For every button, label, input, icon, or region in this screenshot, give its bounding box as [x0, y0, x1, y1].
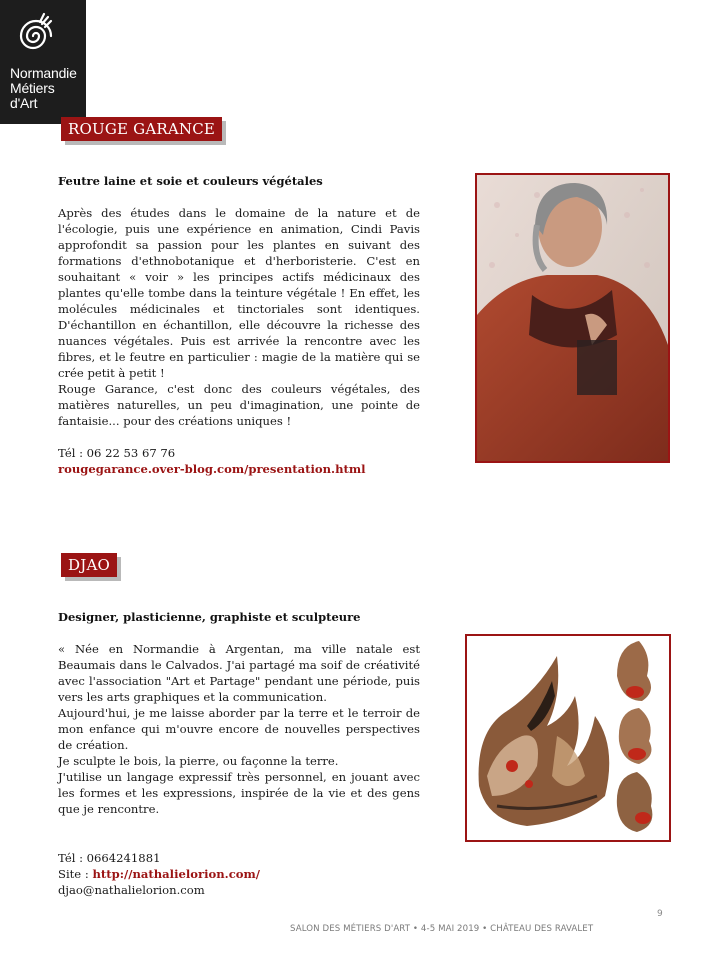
organization-logo: [0, 0, 86, 124]
section2-site-line: [58, 866, 260, 882]
spiral-logo-icon: [14, 8, 58, 62]
section-label-rouge-garance: ROUGE GARANCE: [61, 117, 222, 141]
page-number: 9: [657, 909, 663, 919]
section1-paragraph-1: Après des études dans le domaine de la nature et de l'écologie, puis une expérience en animation, Cindi Pavis approfondit sa passion pour les plantes en suivant des formations d'ethnobotanique et d'herboristerie. C'est en souhaitant « voir » les principes actifs médicinaux des plantes qu'elle tombe dans la teinture végétale ! En effet, les molécules médicinales et tinctoriales sont identiques. D'échantillon en échantillon, elle découvre la richesse des nuances végétales. Puis est arrivée la rencontre avec les fibres, et le feutre en particulier : magie de la matière qui se crée petit à petit !: [58, 206, 420, 380]
section2-paragraph-2: Aujourd'hui, je me laisse aborder par la terre et le terroir de mon enfance qui m'ouvre encore de nouvelles perspectives de création.: [58, 706, 420, 752]
section1-body: [58, 205, 420, 429]
section2-site-link[interactable]: http://nathalielorion.com/: [92, 867, 261, 881]
footer-text: SALON DES MÉTIERS D'ART • 4-5 MAI 2019 • CHÂTEAU DES RAVALET: [290, 924, 594, 934]
section2-contact: [58, 850, 260, 898]
section1-website-link[interactable]: rougegarance.over-blog.com/presentation.html: [58, 462, 366, 476]
section1-phone: Tél : 06 22 53 67 76: [58, 446, 176, 460]
section2-paragraph-1: « Née en Normandie à Argentan, ma ville natale est Beaumais dans le Calvados. J'ai partagé ma soif de créativité avec l'association "Art et Partage" pendant une période, puis vers les arts graphiques et la communication.: [58, 642, 420, 704]
portrait-photo: [475, 173, 670, 463]
sculpture-photo: [465, 634, 671, 842]
section2-paragraph-3: Je sculpte le bois, la pierre, ou façonne la terre.: [58, 754, 339, 768]
logo-line-3: d'Art: [10, 95, 38, 111]
section2-paragraph-4: J'utilise un langage expressif très personnel, en jouant avec les formes et les expressions, inspirée de la vie et des gens que je rencontre.: [58, 770, 420, 816]
sculpture-image: [467, 636, 669, 840]
portrait-image: [477, 175, 668, 461]
section2-body: [58, 641, 420, 817]
section2-site-prefix: Site :: [58, 867, 93, 881]
section2-subtitle: Designer, plasticienne, graphiste et sculpteure: [58, 610, 361, 624]
section-label-djao: DJAO: [61, 553, 117, 577]
section1-contact: [58, 445, 366, 477]
section2-phone: Tél : 0664241881: [58, 851, 161, 865]
section1-paragraph-2: Rouge Garance, c'est donc des couleurs végétales, des matières naturelles, un peu d'imagination, une pointe de fantaisie... pour des créations uniques !: [58, 382, 420, 428]
section1-subtitle: Feutre laine et soie et couleurs végétales: [58, 174, 323, 188]
section2-email[interactable]: djao@nathalielorion.com: [58, 883, 205, 897]
logo-line-2: Métiers: [10, 80, 55, 96]
logo-line-1: Normandie: [10, 65, 77, 81]
